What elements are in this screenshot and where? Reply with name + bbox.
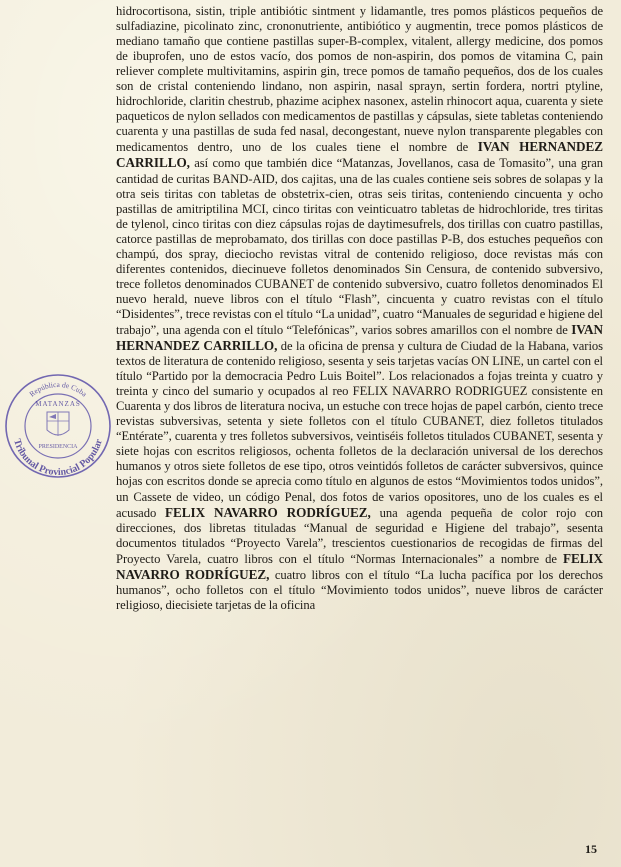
bold-name-felix-1: FELIX NAVARRO RODRÍGUEZ,: [165, 504, 371, 520]
seal-center-text: PRESIDENCIA: [38, 444, 78, 450]
court-seal-stamp: [3, 372, 113, 480]
body-text-segment-1: hidrocortisona, sistin, triple antibiótic sintment y lidamantle, tres pomos plásticos pequeños de sulfadiazine, picolinato zinc, crononutriente, antibiótico y augmentin, trece pomos plásticos de mediano tamaño que contiene pastillas super-B-complex, vitalent, allergy medicine, dos pomos de ibuprofen, uno de estos vacío, dos pomos de non-aspirin, dos pomos de vitamina C, pain reliever complete multivitamins, aspirin gin, trece pomos de tamaño pequeños, dos de los cuales son de cristal conteniendo lindano, non aspirin, nasal sprayn, sertin fordera, nortri ptyline, hidrochloride, claritin chestrub, phazime aciphex nasonex, astelin rhinocort aqua, cuarenta y siete paqueticos de nylon sellados con medicamentos de pastillas y cápsulas, siete tabletas conteniendo cuarenta y una pastillas de suda fed nasal, decongestant, nueve nylon transparente plegables con medicamentos dentro, uno de los cuales tiene el nombre de: [116, 4, 603, 155]
body-text-segment-3: de la oficina de prensa y cultura de Ciudad de la Habana, varios textos de literatura de contenido religioso, sesenta y seis tarjetas vacías ON LINE, un cartel con el título “Partido por la democracia Pedro Luis Boitel”. Los relacionados a fojas treinta y cuatro y treinta y cinco del sumario y ocupados al reo FELIX NAVARRO RODRIGUEZ consistente en Cuarenta y dos libros de literatura nociva, un estuche con trece hojas de papel carbón, ciento trece revistas subversivas, setenta y siete folletos con el título CUBANET, diez folletos titulados “Entérate”, cuarenta y tres folletos subversivos, veintiséis folletos titulados CUBANET, sesenta y siete hojas con escritos religiosos, ochenta folletos de la declaración universal de los derechos humanos y otros siete folletos de ese tipo, otros veintidós folletos de carácter subversivos, quince hojas con escritos donde se aprecia como título en algunos de estos “Movimientos todos unidos”, un Cassete de video, un código Penal, dos fotos de varios opositores, uno de los cuales es el acusado: [116, 339, 603, 520]
svg-text:República de Cuba: [27, 380, 89, 399]
page-number: 15: [585, 842, 597, 856]
body-text-segment-5: cuatro libros con el título “La lucha pacífica por los derechos humanos”, ocho folletos con el título “Movimiento todos unidos”, nueve libros de carácter religioso, diecisiete tarjetas de la oficina: [116, 567, 603, 612]
body-text-segment-2: así como que también dice “Matanzas, Jovellanos, casa de Tomasito”, una gran cantidad de curitas BAND-AID, dos cajitas, una de las cuales contiene seis sobres de solapas y la otra seis tiritas con tabletas de obstetrix-cien, otras seis tiritas, conteniendo cincuenta y ocho pastillas de amitriptilina MCI, cinco tiritas con veinticuatro tabletas de hidrochloride, tres tiritas de tylenol, cinco tiritas con diez cápsulas rojas de daytimesufrels, dos tirillas con cuatro pastillas, catorce pastillas de meprobamato, dos tirillas con doce pastillas P-B, dos estuches pequeños con champú, dos spray, dieciocho revistas vitral de contenido religioso, doce revistas más con diferentes contenidos, diecinueve folletos denominados Sin Censura, de contenido subversivo, trece folletos denominados CUBANET de contenido subversivo, cuatro folletos denominados El nuevo herald, nueve libros con el título “Flash”, cincuenta y cuatro revistas con el título “Disidentes”, trece revistas con el título “La unidad”, cuatro “Manuales de seguridad e higiene del trabajo”, una agenda con el título “Telefónicas”, varios sobres amarillos con el nombre de: [116, 156, 603, 337]
seal-ring-text: Tribunal Provincial Popular: [11, 437, 105, 479]
seal-city-text: MATANZAS: [35, 400, 81, 408]
seal-emblem: [47, 412, 69, 436]
bold-name-ivan-2: IVAN HERNANDEZ CARRILLO,: [116, 321, 603, 354]
body-text-segment-4: una agenda pequeña de color rojo con direcciones, dos libretas tituladas “Manual de seguridad e Higiene del trabajo”, sesenta documentos titulados “Proyecto Varela”, trescientos cuestionarios de recogidas de firmas del Proyecto Varela, cuatro libros con el título “Normas Internacionales” a nombre de: [116, 505, 603, 566]
document-body: [116, 4, 603, 613]
bold-name-felix-2: FELIX NAVARRO RODRÍGUEZ,: [116, 550, 603, 582]
seal-top-text: República de Cuba: [27, 379, 89, 399]
bold-name-ivan-1: IVAN HERNANDEZ CARRILLO,: [116, 139, 604, 171]
